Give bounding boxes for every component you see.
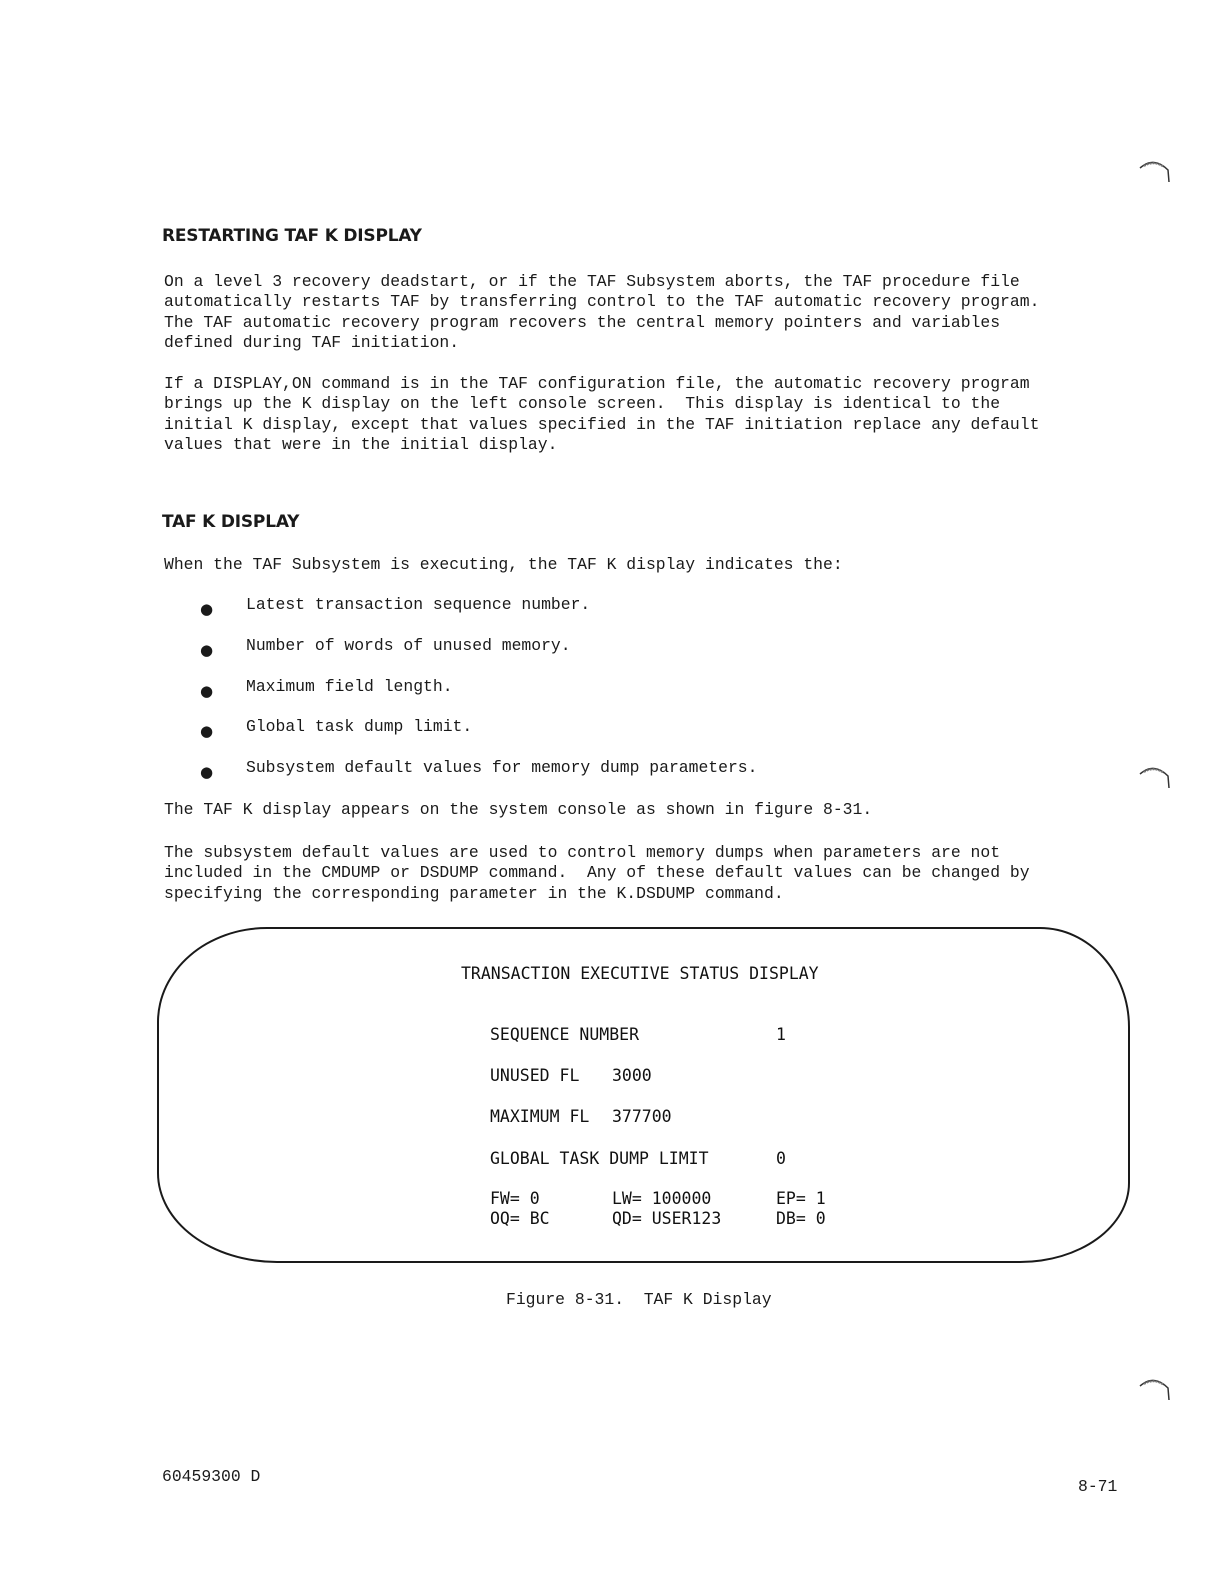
bullet-icon: ●: [200, 722, 214, 741]
figure-caption: Figure 8-31. TAF K Display: [506, 1290, 772, 1309]
sequence-number-value: 1: [776, 1025, 786, 1044]
maximum-fl-label: MAXIMUM FL: [490, 1107, 590, 1126]
paragraph-display-on: If a DISPLAY,ON command is in the TAF configuration file, the automatic recovery program brings up the K display on the left console screen. This display is identical to the initial K display, except that values specified in the TAF initiation replace any default values that were in the initial display.: [164, 374, 1040, 455]
sequence-number-label: SEQUENCE NUMBER: [490, 1025, 640, 1044]
global-dump-limit-label: GLOBAL TASK DUMP LIMIT: [490, 1149, 709, 1168]
bullet-icon: ●: [200, 763, 214, 782]
punch-hole-icon: [1138, 764, 1172, 790]
fw-parameter: FW= 0: [490, 1189, 540, 1208]
k-display-title: TRANSACTION EXECUTIVE STATUS DISPLAY: [461, 964, 819, 983]
punch-hole-icon: [1138, 1376, 1172, 1402]
lw-parameter: LW= 100000: [612, 1189, 712, 1208]
bullet-icon: ●: [200, 640, 214, 659]
oq-parameter: OQ= BC: [490, 1209, 550, 1228]
db-parameter: DB= 0: [776, 1209, 826, 1228]
punch-hole-icon: [1138, 158, 1172, 184]
global-dump-limit-value: 0: [776, 1149, 786, 1168]
page-number: 8-71: [1078, 1477, 1118, 1496]
paragraph-recovery-restart: On a level 3 recovery deadstart, or if the TAF Subsystem aborts, the TAF procedure file automatically restarts TAF by transferring control to the TAF automatic recovery program. The TAF automatic recovery program recovers the central memory pointers and variables defined during TAF initiation.: [164, 272, 1040, 353]
maximum-fl-value: 377700: [612, 1107, 672, 1126]
unused-fl-label: UNUSED FL: [490, 1066, 580, 1085]
document-number: 60459300 D: [162, 1467, 261, 1486]
paragraph-default-values: The subsystem default values are used to control memory dumps when parameters are not included in the CMDUMP or DSDUMP command. Any of these default values can be changed by specifying the corresponding parameter in the K.DSDUMP command.: [164, 843, 1030, 903]
qd-parameter: QD= USER123: [612, 1209, 722, 1228]
unused-fl-value: 3000: [612, 1066, 652, 1085]
paragraph-intro: When the TAF Subsystem is executing, the TAF K display indicates the:: [164, 555, 843, 574]
bullet-icon: ●: [200, 681, 214, 700]
section-heading-taf-k-display: TAF K DISPLAY: [162, 512, 300, 532]
paragraph-figure-reference: The TAF K display appears on the system console as shown in figure 8-31.: [164, 800, 873, 819]
section-heading-restarting: RESTARTING TAF K DISPLAY: [162, 226, 422, 246]
bullet-icon: ●: [200, 600, 214, 618]
ep-parameter: EP= 1: [776, 1189, 826, 1208]
